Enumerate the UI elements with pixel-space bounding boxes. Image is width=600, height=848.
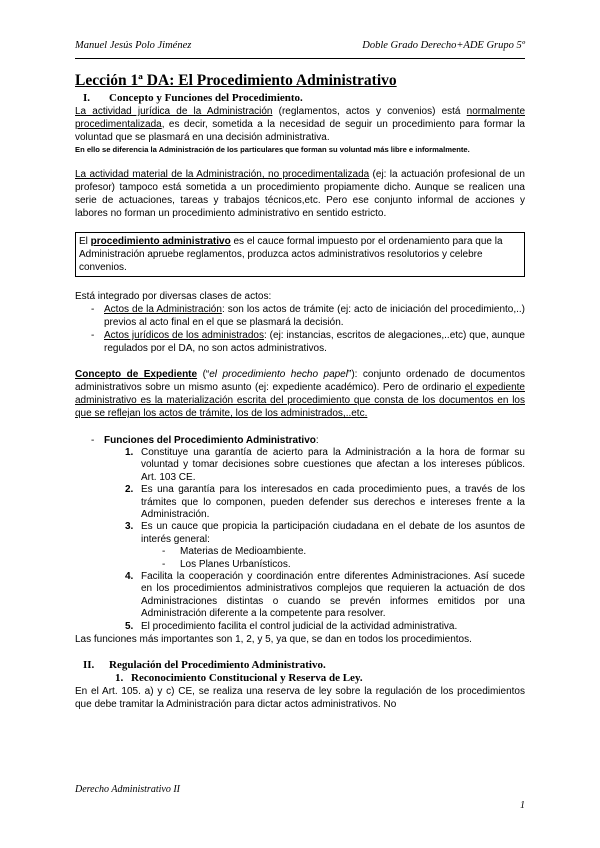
participation-sublist bbox=[75, 546, 525, 571]
bold-term: procedimiento administrativo bbox=[90, 236, 231, 247]
item-text: Los Planes Urbanísticos. bbox=[180, 558, 291, 570]
text: : (ej: instancias, escritos de alegaciones,..etc) que, aunque regulados por el DA, no son actos administrativos. bbox=[104, 330, 525, 354]
bold-term: Concepto de Expediente bbox=[75, 369, 198, 380]
note-particulares: En ello se diferencia la Administración de los particulares que forman su voluntad más libre e informalmente. bbox=[75, 145, 470, 154]
list-item bbox=[75, 559, 525, 571]
item-text: Es una garantía para los interesados en cada procedimiento pues, a través de los trámites que lo componen, pueden defender sus derechos e intereses frente a la Administración. bbox=[141, 484, 525, 521]
functions-list bbox=[75, 447, 525, 546]
functions-list-continued bbox=[75, 571, 525, 633]
paragraph-integrado: Está integrado por diversas clases de actos: bbox=[75, 291, 272, 302]
subsection-title: Reconocimiento Constitucional y Reserva de Ley. bbox=[131, 672, 363, 685]
item-text: El procedimiento facilita el control judicial de la actividad administrativa. bbox=[141, 620, 458, 632]
underlined-text: La actividad jurídica de la Administración bbox=[75, 106, 273, 117]
list-item bbox=[75, 484, 525, 521]
item-number: 5. bbox=[125, 620, 134, 632]
lesson-title: Lección 1ª DA: El Procedimiento Administrativo bbox=[75, 72, 397, 89]
section-number: II. bbox=[83, 659, 95, 672]
text: : bbox=[315, 435, 319, 446]
list-item bbox=[75, 621, 525, 633]
definition-box bbox=[75, 232, 525, 277]
text: : son los actos de trámite (ej: acto de iniciación del procedimiento,..) previos al acto final en el que se plasmará la decisión. bbox=[104, 304, 526, 328]
underlined-text: Actos jurídicos de los administrados bbox=[104, 330, 264, 341]
dash-bullet: - bbox=[162, 546, 166, 558]
footer-subject: Derecho Administrativo II bbox=[75, 784, 180, 795]
paragraph-reserva-ley: En el Art. 105. a) y c) CE, se realiza una reserva de ley sobre la regulación de los procedimientos que debe tramitar la Administración para dictar actos administrativos. No bbox=[75, 686, 525, 711]
item-number: 1. bbox=[125, 447, 134, 458]
item-number: 4. bbox=[125, 571, 134, 583]
section-title: Concepto y Funciones del Procedimiento. bbox=[109, 92, 303, 104]
header-divider bbox=[75, 58, 525, 59]
subsection-heading-1 bbox=[115, 672, 525, 684]
header-course: Doble Grado Derecho+ADE Grupo 5º bbox=[362, 40, 525, 51]
underlined-text: el expediente administrativo es la materialización escrita del procedimiento que consta de los documentos en los que se reflejan los actos de trámite, los de los administrados,..etc. bbox=[75, 382, 525, 419]
item-text: Es un cauce que propicia la participación ciudadana en el debate de los asuntos de interés general: bbox=[141, 521, 525, 545]
section-number: I. bbox=[83, 92, 91, 104]
list-item bbox=[75, 447, 525, 484]
item-text: Facilita la cooperación y coordinación entre diferentes Administraciones. Así sucede en los procedimientos administrativos complejos que requieren la actuación de dos Administraciones distintas o cuando se prevén informes emitidos por una Administración diferente a la competente para resolver. bbox=[141, 571, 525, 620]
underlined-text: normalmente procedimentalizada bbox=[75, 106, 525, 130]
text: ”): conjunto ordenado de documentos administrativos sobre un mismo asunto (ej: expediente académico). Pero de ordinario bbox=[75, 369, 525, 393]
item-text: Materias de Medioambiente. bbox=[180, 546, 307, 558]
dash-bullet: - bbox=[162, 558, 166, 570]
list-item bbox=[75, 521, 525, 546]
page-header bbox=[75, 40, 525, 54]
text: , es decir, sometida a la necesidad de seguir un procedimiento para formar la voluntad que se plasmará en una decisión administrativa. bbox=[75, 119, 525, 143]
paragraph-expediente bbox=[75, 368, 525, 420]
paragraph-actividad-material bbox=[75, 168, 525, 220]
list-item bbox=[75, 546, 525, 558]
paragraph-actividad-juridica bbox=[75, 105, 525, 144]
text: (ej: la actuación profesional de un profesor) tampoco está sometida a un procedimiento propiamente dicho. Aunque se realicen una serie de actuaciones, tareas y trabajos técnicos,etc. Pero ese conjunto informal de acciones y labores no forman un procedimiento administrativo en sentido estricto. bbox=[75, 169, 525, 219]
list-item bbox=[75, 571, 525, 621]
header-author: Manuel Jesús Polo Jiménez bbox=[75, 40, 192, 51]
dash-bullet: - bbox=[91, 435, 95, 446]
section-heading-1 bbox=[75, 92, 525, 104]
page-number: 1 bbox=[520, 800, 525, 811]
document-body bbox=[75, 72, 525, 711]
section-title: Regulación del Procedimiento Administrativo. bbox=[109, 659, 326, 672]
text: (“ bbox=[197, 369, 210, 380]
acts-list bbox=[75, 303, 525, 355]
underlined-text: La actividad material de la Administración, no procedimentalizada bbox=[75, 169, 370, 180]
bold-term: Funciones del Procedimiento Administrativo bbox=[104, 435, 316, 446]
dash-bullet: - bbox=[91, 330, 95, 341]
list-item bbox=[75, 303, 525, 329]
item-number: 3. bbox=[125, 521, 134, 533]
subsection-number: 1. bbox=[115, 672, 124, 685]
text: (reglamentos, actos y convenios) está bbox=[272, 106, 467, 117]
text: es el cauce formal impuesto por el ordenamiento para que la Administración apruebe reglamentos, produzca actos administrativos resolutorios y celebre convenios. bbox=[79, 236, 503, 273]
italic-text: el procedimiento hecho papel bbox=[209, 369, 348, 380]
paragraph-important-functions: Las funciones más importantes son 1, 2, y 5, ya que, se dan en todos los procedimientos. bbox=[75, 634, 472, 646]
text: El bbox=[79, 236, 91, 247]
item-text: Constituye una garantía de acierto para la Administración a la hora de formar su voluntad y tomar decisiones sobre cuestiones que afectan a los intereses públicos. Art. 103 CE. bbox=[141, 447, 525, 483]
functions-heading bbox=[75, 434, 525, 447]
underlined-text: Actos de la Administración bbox=[104, 304, 222, 315]
section-heading-2 bbox=[75, 659, 525, 671]
list-item bbox=[75, 329, 525, 355]
item-number: 2. bbox=[125, 484, 134, 496]
dash-bullet: - bbox=[91, 304, 95, 315]
